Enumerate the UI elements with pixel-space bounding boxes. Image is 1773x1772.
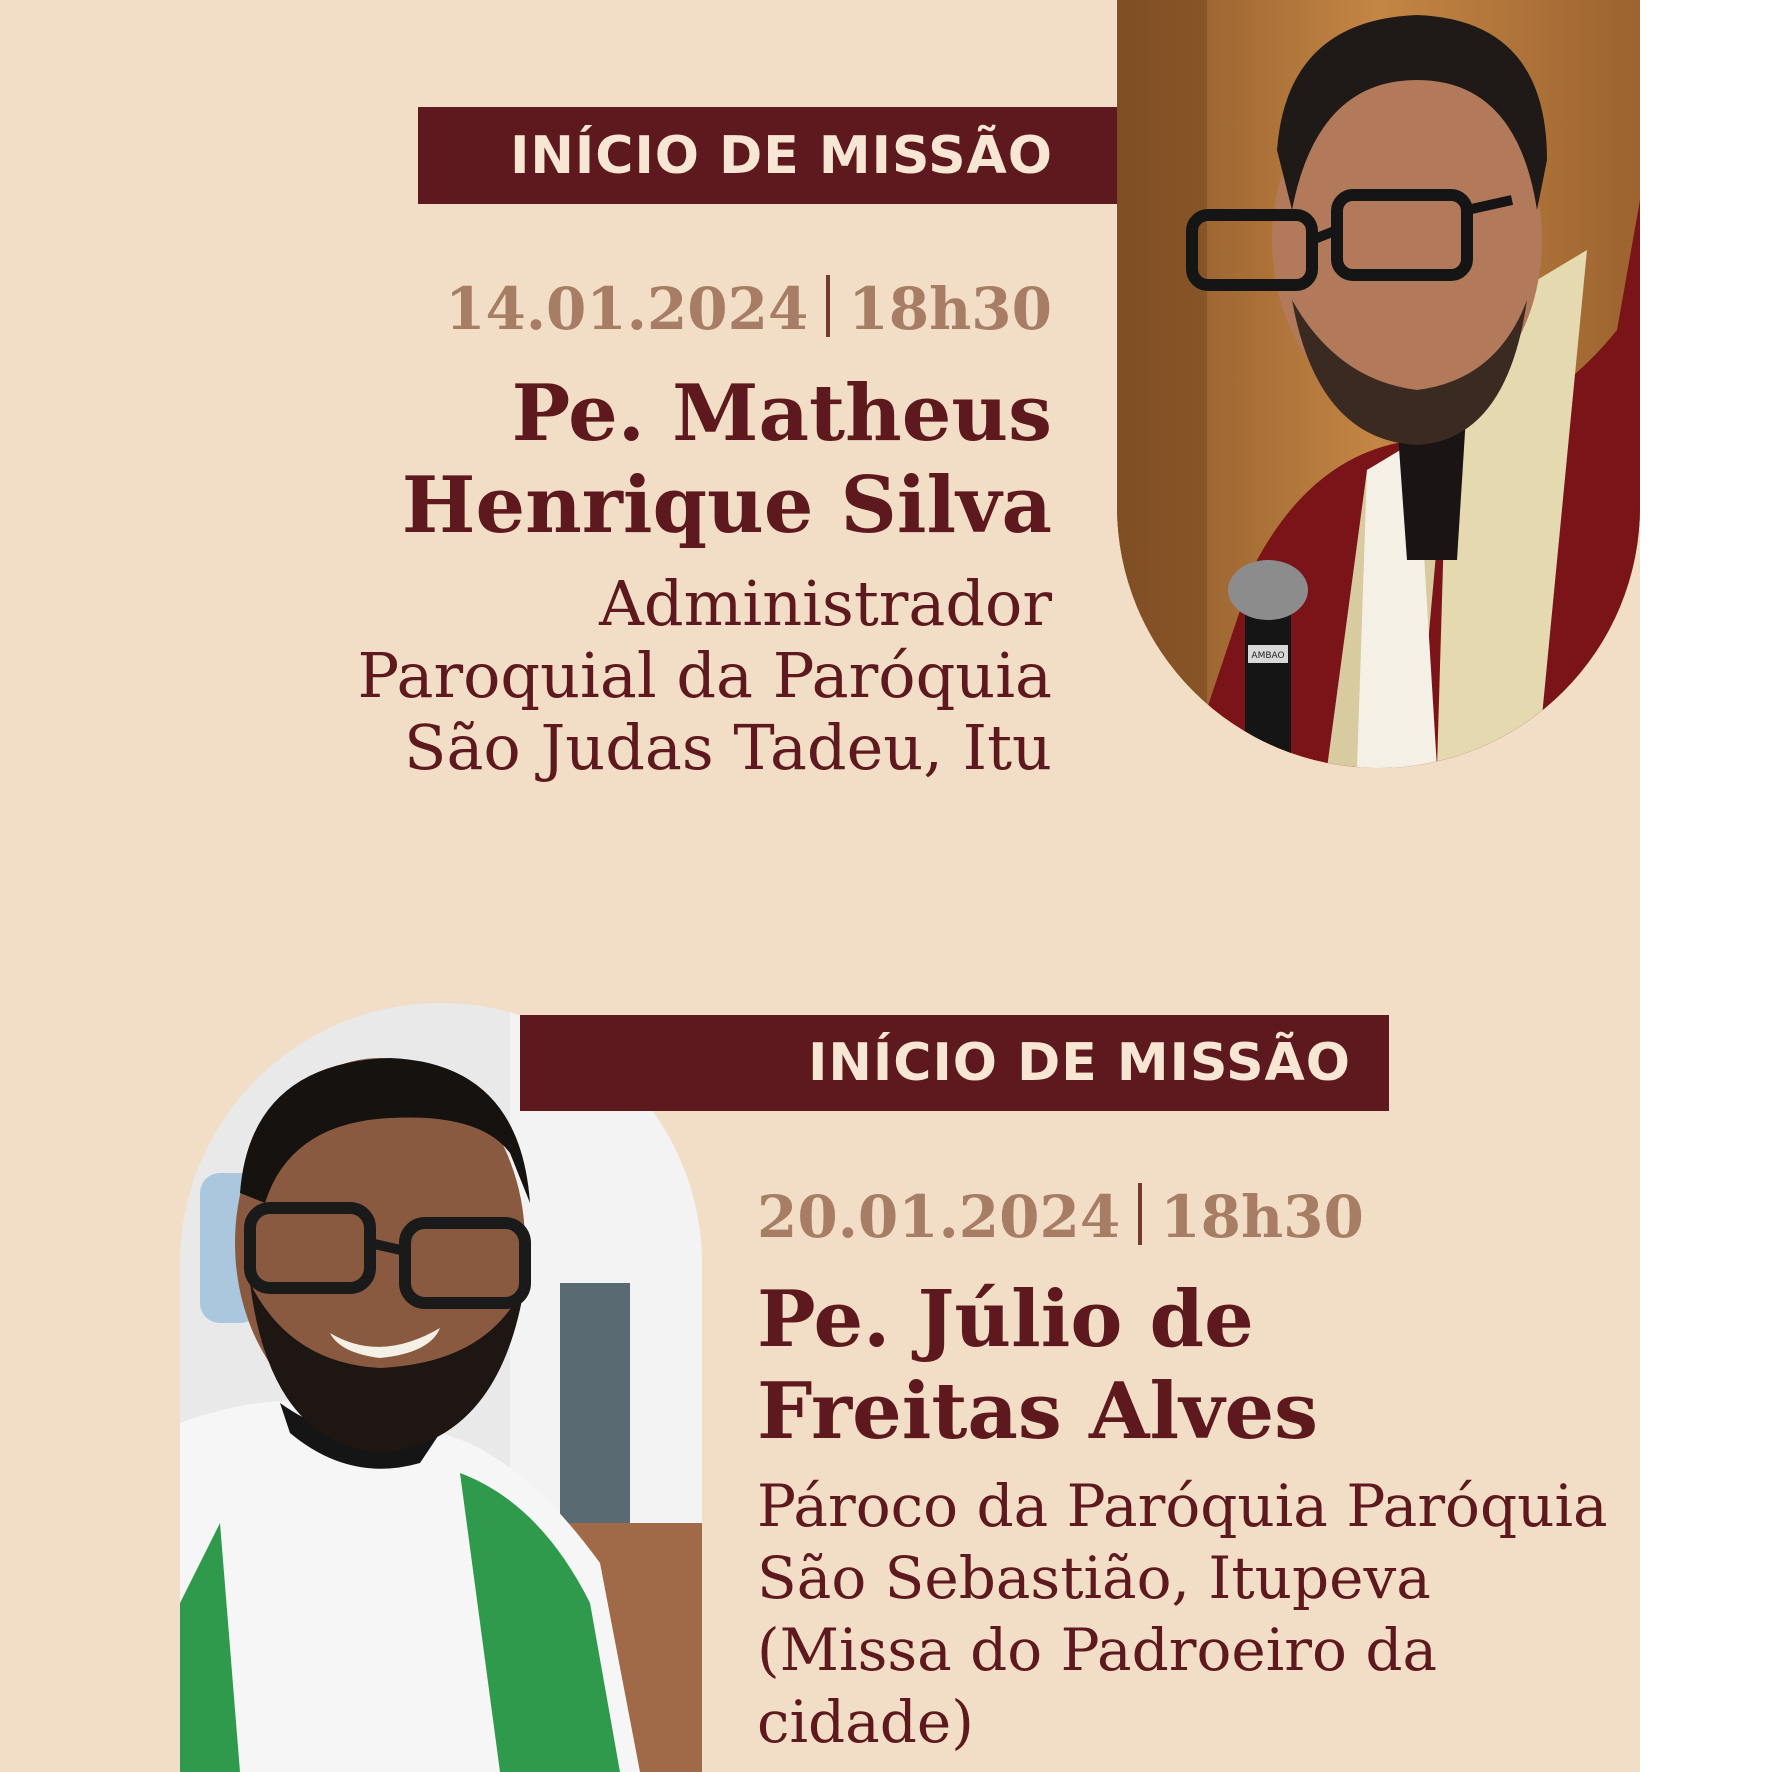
- separator: [826, 275, 830, 337]
- separator: [1138, 1183, 1142, 1245]
- priest-name-2: [757, 1274, 1318, 1458]
- priest-role-2: [757, 1470, 1640, 1758]
- event-date-time-1: [445, 275, 1052, 343]
- role-line: (Missa do Padroeiro da cidade): [757, 1616, 1438, 1756]
- name-line: Pe. Júlio de: [757, 1274, 1254, 1365]
- banner-inicio-de-missao-2: INÍCIO DE MISSÃO: [520, 1015, 1389, 1111]
- role-line: Paroquial da Paróquia: [357, 639, 1052, 712]
- role-line: Administrador: [599, 567, 1052, 640]
- priest-photo-julio: [180, 1003, 702, 1772]
- name-line: Henrique Silva: [401, 460, 1052, 551]
- name-line: Freitas Alves: [757, 1366, 1319, 1457]
- event-time: 18h30: [1160, 1183, 1364, 1251]
- role-line: São Judas Tadeu, Itu: [403, 711, 1052, 784]
- priest-name-1: [402, 368, 1052, 552]
- event-date: 14.01.2024: [445, 275, 809, 343]
- banner-inicio-de-missao-1: INÍCIO DE MISSÃO: [418, 107, 1117, 204]
- event-time: 18h30: [848, 275, 1052, 343]
- name-line: Pe. Matheus: [511, 368, 1052, 459]
- priest-photo-matheus: [1117, 0, 1640, 768]
- priest-role-1: [358, 568, 1052, 784]
- event-date-time-2: [757, 1183, 1364, 1251]
- role-line: Pároco da Paróquia Paróquia: [757, 1472, 1608, 1540]
- role-line: São Sebastião, Itupeva: [757, 1544, 1431, 1612]
- mic-label: AMBAO: [1251, 651, 1285, 661]
- event-date: 20.01.2024: [757, 1183, 1121, 1251]
